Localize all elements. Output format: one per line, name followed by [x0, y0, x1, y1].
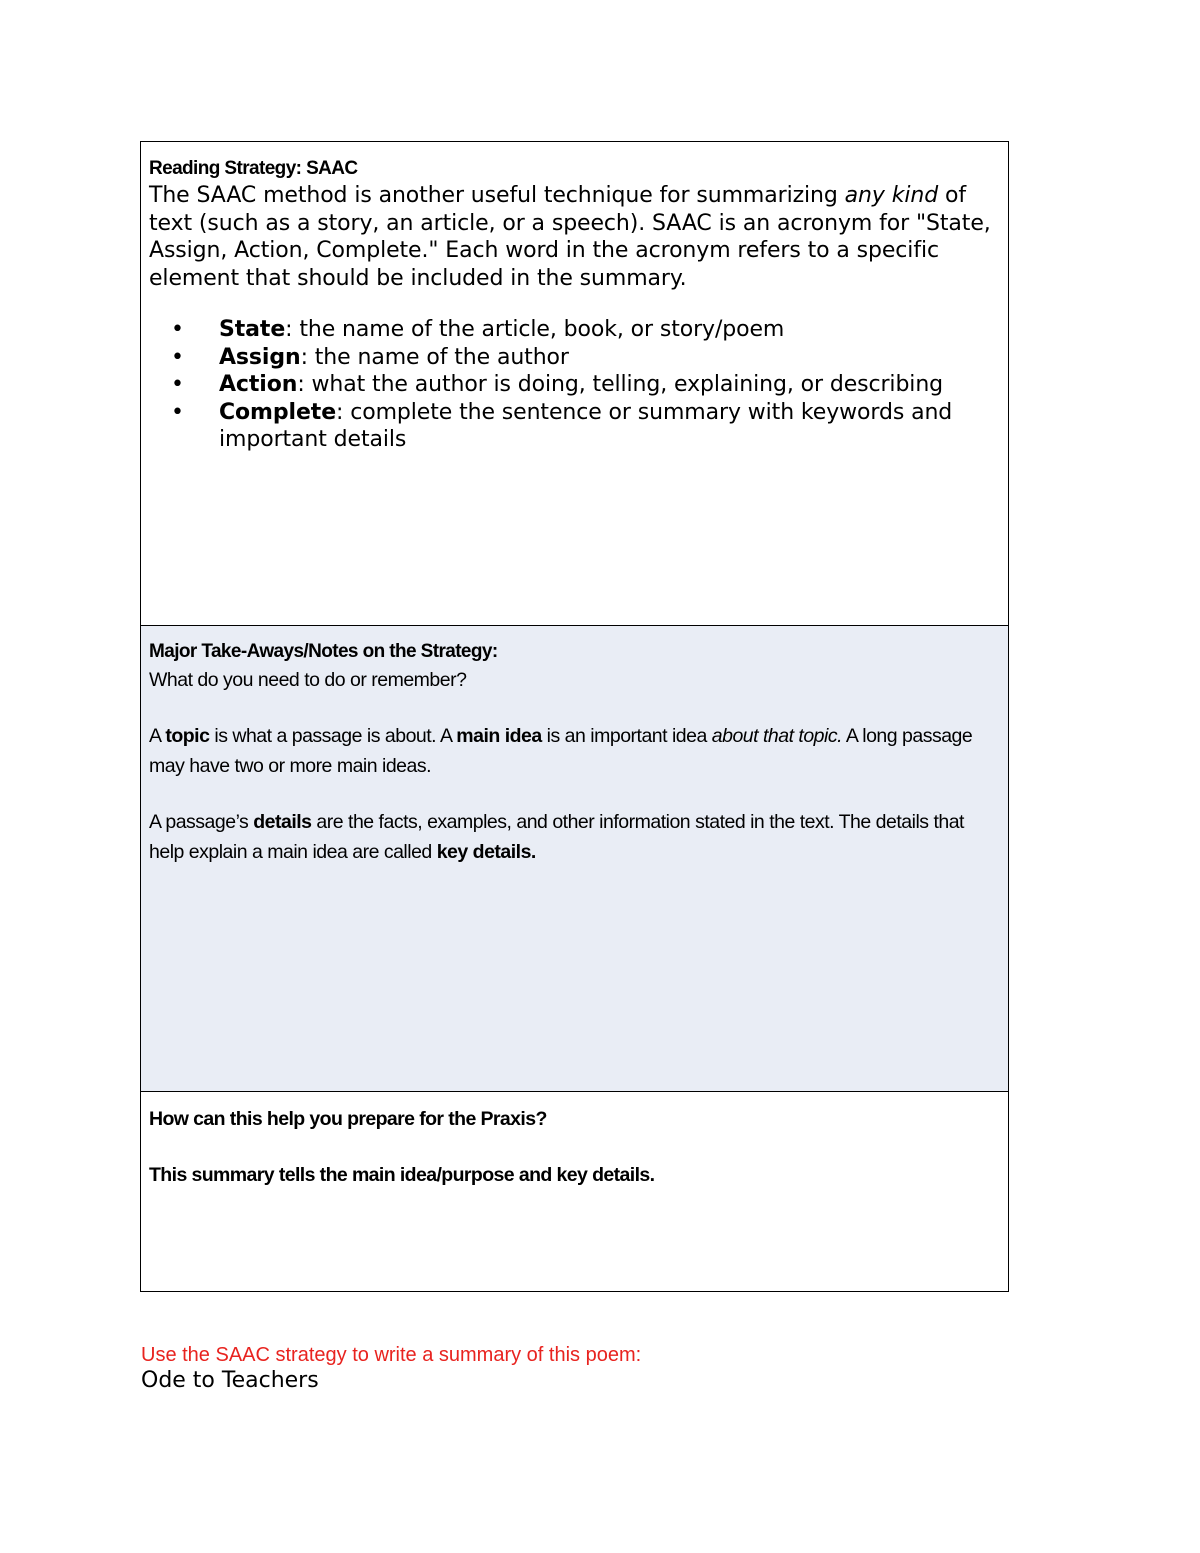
term-main-idea: main idea: [456, 725, 542, 747]
strategy-cell: [141, 142, 1008, 625]
text-segment: is what a passage is about. A: [209, 725, 457, 747]
desc-assign: : the name of the author: [300, 344, 569, 370]
term-key-details: key details.: [436, 841, 536, 863]
intro-text-start: The SAAC method is another useful technique for summarizing: [149, 183, 845, 208]
term-state: State: [219, 317, 286, 342]
notes-question: What do you need to do or remember?: [149, 669, 467, 691]
instruction-text: Use the SAAC strategy to write a summary of this poem:: [141, 1344, 642, 1366]
text-segment: A passage’s: [149, 811, 254, 833]
term-complete: Complete: [219, 399, 337, 425]
strategy-intro: [149, 182, 1000, 292]
text-segment: A: [149, 725, 166, 747]
saac-list: [149, 316, 1000, 454]
term-assign: Assign: [219, 344, 301, 370]
term-topic: topic: [165, 725, 210, 747]
desc-complete: : complete the sentence or summary with keywords and important details: [219, 399, 953, 452]
notes-cell: [141, 625, 1008, 1091]
praxis-cell: [141, 1091, 1008, 1291]
bullet-icon: •: [171, 317, 184, 342]
strategy-table: [140, 141, 1009, 1292]
italic-about-topic: about that topic.: [711, 725, 843, 747]
term-action: Action: [219, 372, 298, 397]
praxis-answer: This summary tells the main idea/purpose and key details.: [149, 1164, 655, 1186]
intro-text-end: of text (such as a story, an article, or a speech). SAAC is an acronym for "State, Assign, Action, Complete." Each word in the acronym refers to a specific element that should be included in the summary.: [149, 183, 991, 291]
strategy-heading: Reading Strategy: SAAC: [149, 158, 358, 179]
list-item-complete: [149, 399, 1000, 454]
intro-italic-text: any kind: [844, 183, 939, 208]
text-segment: are the facts, examples, and other information stated in the text. The details that help explain a main idea are called: [149, 811, 964, 863]
bullet-icon: •: [171, 399, 184, 425]
praxis-heading: How can this help you prepare for the Praxis?: [149, 1108, 547, 1130]
notes-paragraph-details: [149, 807, 1000, 867]
list-item-assign: [149, 344, 1000, 372]
desc-state: : the name of the article, book, or story/poem: [285, 317, 785, 342]
bullet-icon: •: [171, 372, 184, 397]
text-segment: is an important idea: [541, 725, 712, 747]
text-segment: A long passage may have two or more main ideas.: [149, 725, 973, 777]
notes-paragraph-topic: [149, 721, 1000, 781]
term-details: details: [253, 811, 312, 833]
list-item-action: [149, 371, 1000, 399]
list-item-state: [149, 316, 1000, 344]
desc-action: : what the author is doing, telling, explaining, or describing: [297, 372, 944, 397]
poem-title: Ode to Teachers: [141, 1368, 319, 1393]
bullet-icon: •: [171, 344, 184, 370]
notes-heading: Major Take-Aways/Notes on the Strategy:: [149, 641, 498, 662]
